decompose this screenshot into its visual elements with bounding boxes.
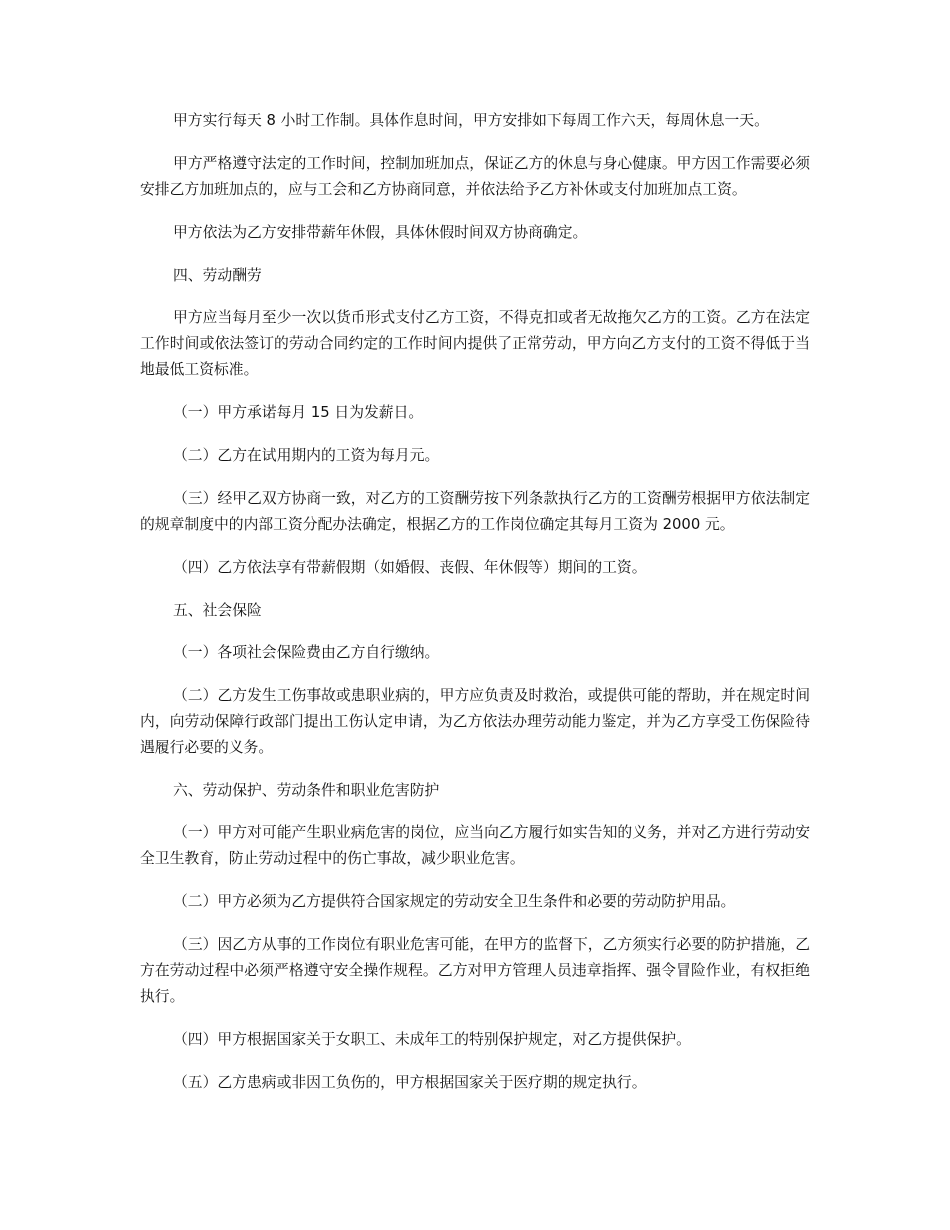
- clause-payday: （一）甲方承诺每月 15 日为发薪日。: [173, 404, 424, 421]
- section-heading-labor-protection: 六、劳动保护、劳动条件和职业危害防护: [173, 782, 440, 799]
- clause-special-protection: （四）甲方根据国家关于女职工、未成年工的特别保护规定，对乙方提供保护。: [173, 1031, 691, 1048]
- clause-medical-period: （五）乙方患病或非因工负伤的，甲方根据国家关于医疗期的规定执行。: [173, 1074, 647, 1091]
- clause-safety-equipment: （二）甲方必须为乙方提供符合国家规定的劳动安全卫生条件和必要的劳动防护用品。: [173, 893, 736, 910]
- clause-monthly-wage: （三）经甲乙双方协商一致，对乙方的工资酬劳按下列条款执行乙方的工资酬劳根据甲方依法制定的规章制度中的内部工资分配办法确定，根据乙方的工作岗位确定其每月工资为 2000 元。: [140, 490, 810, 533]
- clause-protective-measures: （三）因乙方从事的工作岗位有职业危害可能，在甲方的监督下，乙方须实行必要的防护措施，乙方在劳动过程中必须严格遵守安全操作规程。乙方对甲方管理人员违章指挥、强令冒险作业，有权拒绝执行。: [140, 936, 810, 1005]
- clause-work-injury: （二）乙方发生工伤事故或患职业病的，甲方应负责及时救治，或提供可能的帮助，并在规定时间内，向劳动保障行政部门提出工伤认定申请，为乙方依法办理劳动能力鉴定，并为乙方享受工伤保险待遇履行必要的义务。: [140, 687, 810, 756]
- paragraph-working-hours: 甲方实行每天 8 小时工作制。具体作息时间，甲方安排如下每周工作六天，每周休息一天。: [173, 112, 769, 129]
- clause-hazard-notice: （一）甲方对可能产生职业病危害的岗位，应当向乙方履行如实告知的义务，并对乙方进行劳动安全卫生教育，防止劳动过程中的伤亡事故，减少职业危害。: [140, 824, 810, 867]
- clause-insurance-payment: （一）各项社会保险费由乙方自行缴纳。: [173, 644, 440, 661]
- clause-paid-holiday-wage: （四）乙方依法享有带薪假期（如婚假、丧假、年休假等）期间的工资。: [173, 559, 647, 576]
- paragraph-annual-leave: 甲方依法为乙方安排带薪年休假，具体休假时间双方协商确定。: [173, 224, 588, 241]
- paragraph-wage-payment: 甲方应当每月至少一次以货币形式支付乙方工资，不得克扣或者无故拖欠乙方的工资。乙方在法定工作时间或依法签订的劳动合同约定的工作时间内提供了正常劳动，甲方向乙方支付的工资不得低于当地最低工资标准。: [140, 309, 810, 378]
- document-page: [140, 108, 810, 1113]
- section-heading-social-insurance: 五、社会保险: [173, 602, 262, 619]
- section-heading-remuneration: 四、劳动酬劳: [173, 267, 262, 284]
- clause-probation-wage: （二）乙方在试用期内的工资为每月元。: [173, 447, 440, 464]
- paragraph-overtime: 甲方严格遵守法定的工作时间，控制加班加点，保证乙方的休息与身心健康。甲方因工作需要必须安排乙方加班加点的，应与工会和乙方协商同意，并依法给予乙方补休或支付加班加点工资。: [140, 155, 810, 198]
